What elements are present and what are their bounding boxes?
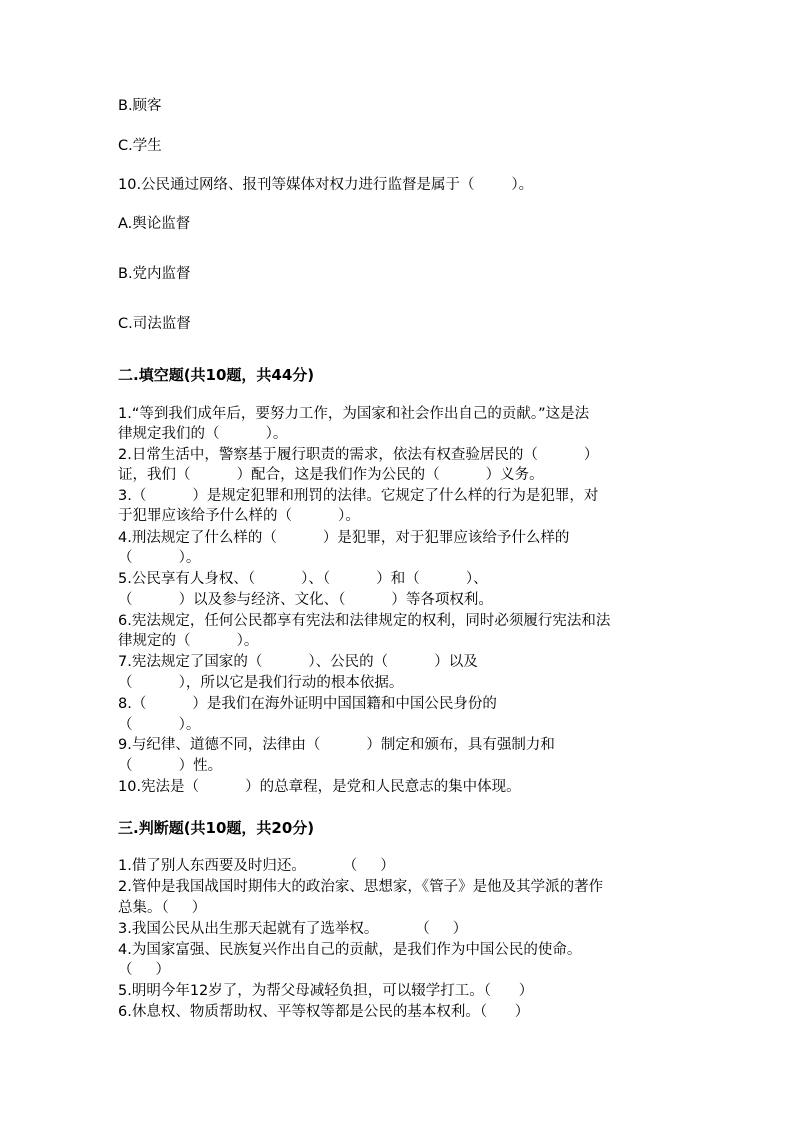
fill-line: （ ）以及参与经济、文化、（ ）等各项权利。	[118, 592, 493, 608]
fill-line: 证，我们（ ）配合，这是我们作为公民的（ ）义务。	[118, 467, 544, 483]
fill-line: 10.宪法是（ ）的总章程，是党和人民意志的集中体现。	[118, 779, 521, 795]
fill-line: （ ）。	[118, 550, 201, 566]
judge-line: 3.我国公民从出生那天起就有了选举权。 （ ）	[118, 921, 468, 937]
option-c-judicial-supervision: C.司法监督	[118, 316, 191, 332]
option-c-student: C.学生	[118, 138, 162, 154]
option-b-customer: B.顾客	[118, 98, 162, 114]
fill-line: 4.刑法规定了什么样的（ ）是犯罪，对于犯罪应该给予什么样的	[118, 530, 570, 546]
true-false-section-title: 三.判断题(共10题，共20分)	[118, 819, 315, 837]
fill-line: 于犯罪应该给予什么样的（ ）。	[118, 508, 360, 524]
fill-line: 律规定的（ ）。	[118, 633, 259, 649]
fill-blank-section-title: 二.填空题(共10题，共44分)	[118, 366, 315, 384]
fill-line: 8.（ ）是我们在海外证明中国国籍和中国公民身份的	[118, 696, 497, 712]
judge-line: 6.休息权、物质帮助权、平等权等都是公民的基本权利。（ ）	[118, 1004, 530, 1020]
fill-line: 3.（ ）是规定犯罪和刑罚的法律。它规定了什么样的行为是犯罪，对	[118, 488, 599, 504]
fill-line: （ ）性。	[118, 758, 223, 774]
fill-line: 2.日常生活中，警察基于履行职责的需求，依法有权查验居民的（ ）	[118, 447, 599, 463]
fill-line: 7.宪法规定了国家的（ ）、公民的（ ）以及	[118, 654, 478, 670]
question-10-stem: 10.公民通过网络、报刊等媒体对权力进行监督是属于（ ）。	[118, 177, 534, 193]
fill-line: 6.宪法规定，任何公民都享有宪法和法律规定的权利，同时必须履行宪法和法	[118, 613, 611, 629]
fill-line: 9.与纪律、道德不同，法律由（ ）制定和颁布，具有强制力和	[118, 737, 555, 753]
judge-line: （ ）	[118, 962, 171, 978]
fill-line: 律规定我们的（ ）。	[118, 426, 288, 442]
fill-line: 1.“等到我们成年后，要努力工作，为国家和社会作出自己的贡献。”这是法	[118, 406, 590, 422]
judge-line: 4.为国家富强、民族复兴作出自己的贡献，是我们作为中国公民的使命。	[118, 942, 582, 958]
fill-line: （ ）。	[118, 717, 201, 733]
option-a-public-opinion: A.舆论监督	[118, 216, 191, 232]
fill-line: （ ），所以它是我们行动的根本依据。	[118, 675, 404, 691]
judge-line: 2.管仲是我国战国时期伟大的政治家、思想家，《管子》是他及其学派的著作	[118, 879, 604, 895]
judge-line: 5.明明今年12岁了，为帮父母减轻负担，可以辍学打工。（ ）	[118, 983, 534, 999]
judge-line: 1.借了别人东西要及时归还。 （ ）	[118, 858, 395, 874]
judge-line: 总集。（ ）	[118, 900, 207, 916]
fill-line: 5.公民享有人身权、（ ）、（ ）和（ ）、	[118, 571, 488, 587]
option-b-party-supervision: B.党内监督	[118, 266, 191, 282]
